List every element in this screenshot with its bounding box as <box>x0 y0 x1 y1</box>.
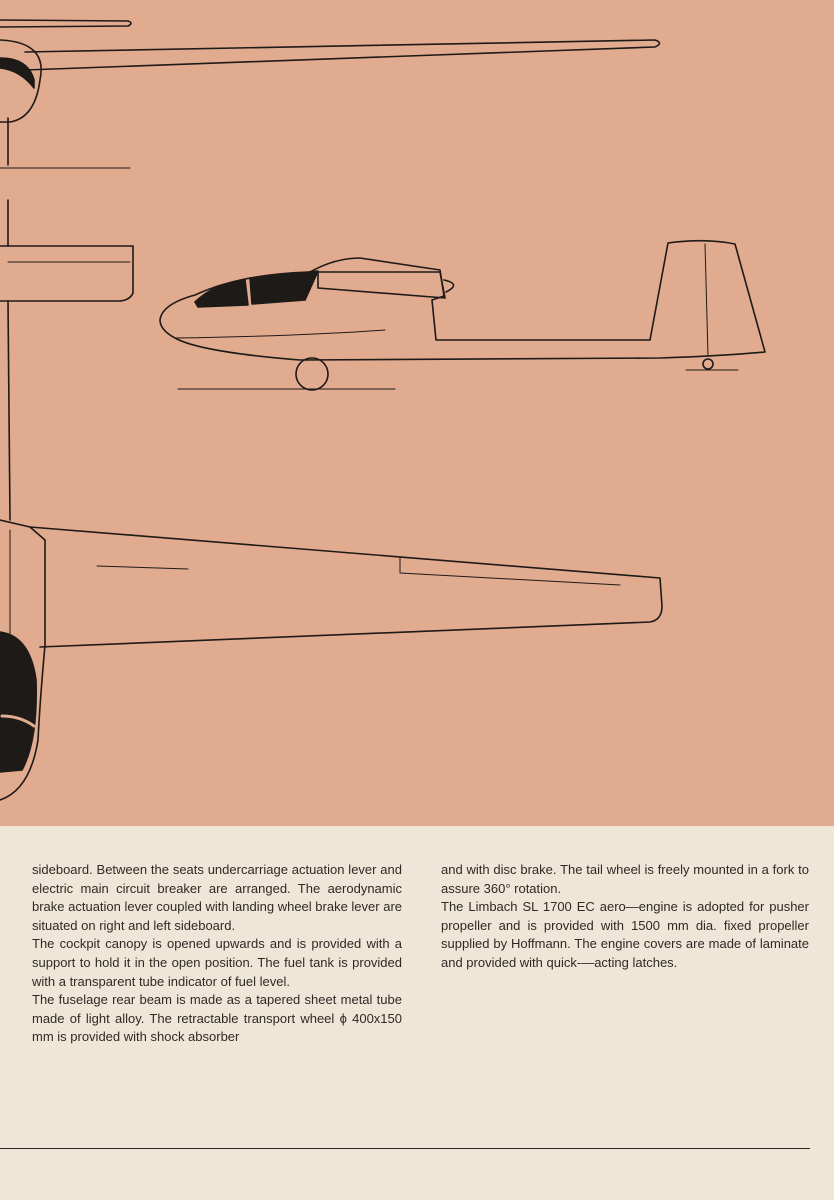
top-view-spoiler <box>97 566 188 569</box>
top-view <box>0 520 662 800</box>
front-view-wing <box>25 40 660 70</box>
paragraph: The Limbach SL 1700 EC aero—engine is adopted for pusher propeller and is provided with 1500 mm dia. fixed propeller supplied by Hoffmann. The engine covers are made of laminate and provided with quick-—acting latches. <box>441 899 809 970</box>
paragraph: sideboard. Between the seats undercarriage actuation lever and electric main circuit breaker are arranged. The aerodynamic brake actuation lever coupled with landing wheel brake lever are situated on right and left sideboard. <box>32 862 402 933</box>
side-view-engine-cowling <box>318 272 445 298</box>
edge-tailplane-half <box>0 246 133 301</box>
right-text-column <box>441 861 809 973</box>
paragraph: The fuselage rear beam is made as a tapered sheet metal tube made of light alloy. The retractable transport wheel ϕ 400x150 mm is provided with shock absorber <box>32 992 402 1045</box>
top-view-wing <box>30 527 662 647</box>
front-view <box>0 20 660 168</box>
side-view-main-wheel <box>296 358 328 390</box>
bottom-rule-divider <box>0 1148 810 1149</box>
side-view-propeller-hub <box>444 280 454 292</box>
description-text-panel <box>0 826 834 1200</box>
left-text-column <box>32 861 402 1047</box>
front-view-canopy <box>0 58 34 88</box>
paragraph: The cockpit canopy is opened upwards and is provided with a support to hold it in the open position. The fuel tank is provided with a transparent tube indicator of fuel level. <box>32 936 402 989</box>
plan-view-fuselage-edge <box>0 200 133 520</box>
front-view-tailplane <box>0 20 131 27</box>
side-view-tail-wheel <box>703 359 713 369</box>
front-view-fuselage <box>0 40 41 122</box>
side-view-wing-root <box>175 330 385 338</box>
side-view-fin-line <box>705 244 708 356</box>
side-view-fuselage <box>160 241 765 360</box>
edge-tail-boom <box>8 200 10 520</box>
side-view-canopy <box>195 280 248 307</box>
paragraph: and with disc brake. The tail wheel is freely mounted in a fork to assure 360° rotation. <box>441 862 809 896</box>
side-view <box>160 241 765 390</box>
top-view-canopy <box>0 632 36 772</box>
